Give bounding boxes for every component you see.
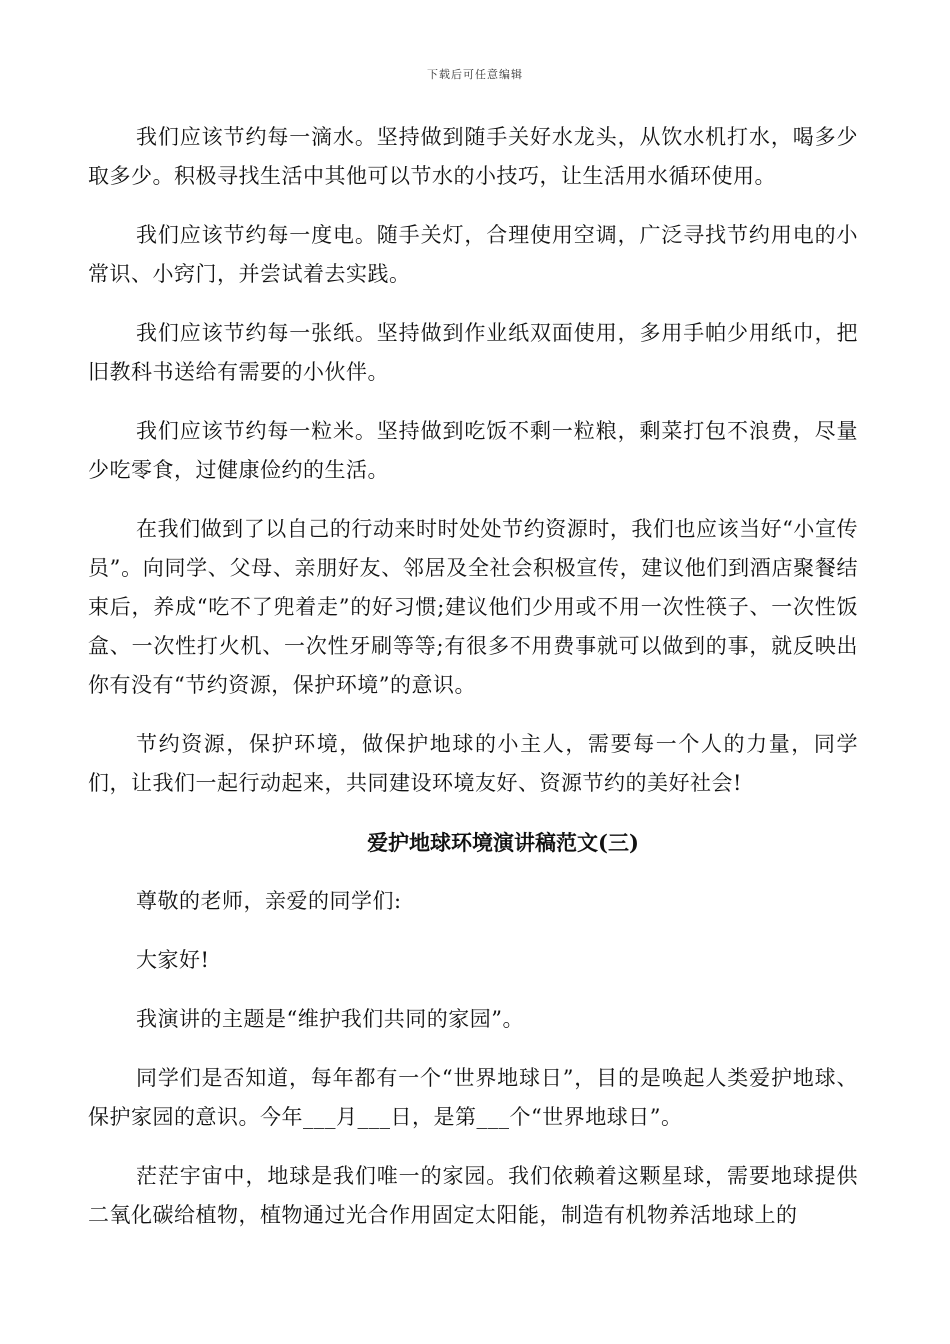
page-header: 下载后可任意编辑 (427, 68, 523, 81)
paragraph-greeting: 尊敬的老师，亲爱的同学们: (136, 889, 402, 913)
paragraph-hello: 大家好! (136, 948, 210, 972)
paragraph-save-paper: 我们应该节约每一张纸。坚持做到作业纸双面使用，多用手帕少用纸巾，把旧教科书送给有需要的小伙伴。 (88, 321, 858, 384)
section-title: 爱护地球环境演讲稿范文(三) (367, 830, 639, 855)
paragraph-universe: 茫茫宇宙中，地球是我们唯一的家园。我们依赖着这颗星球，需要地球提供二氧化碳给植物，植物通过光合作用固定太阳能，制造有机物养活地球上的 (88, 1164, 858, 1227)
paragraph-conclusion: 节约资源，保护环境，做保护地球的小主人，需要每一个人的力量，同学们，让我们一起行动起来，共同建设环境友好、资源节约的美好社会! (88, 732, 858, 795)
document-body (88, 118, 858, 1255)
paragraph-theme: 我演讲的主题是“维护我们共同的家园”。 (136, 1007, 524, 1031)
paragraph-earth-day: 同学们是否知道，每年都有一个“世界地球日”，目的是唤起人类爱护地球、保护家园的意识。今年___月___日，是第___个“世界地球日”。 (88, 1066, 858, 1129)
paragraph-save-rice: 我们应该节约每一粒米。坚持做到吃饭不剩一粒粮，剩菜打包不浪费，尽量少吃零食，过健康俭约的生活。 (88, 419, 858, 482)
paragraph-save-electricity: 我们应该节约每一度电。随手关灯，合理使用空调，广泛寻找节约用电的小常识、小窍门，并尝试着去实践。 (88, 223, 858, 286)
paragraph-promoter: 在我们做到了以自己的行动来时时处处节约资源时，我们也应该当好“小宣传员”。向同学、父母、亲朋好友、邻居及全社会积极宣传，建议他们到酒店聚餐结束后，养成“吃不了兜着走”的好习惯;建议他们少用或不用一次性筷子、一次性饭盒、一次性打火机、一次性牙刷等等;有很多不用费事就可以做到的事，就反映出你有没有“节约资源，保护环境”的意识。 (88, 517, 858, 697)
paragraph-save-water: 我们应该节约每一滴水。坚持做到随手关好水龙头，从饮水机打水，喝多少取多少。积极寻找生活中其他可以节水的小技巧，让生活用水循环使用。 (88, 125, 858, 188)
